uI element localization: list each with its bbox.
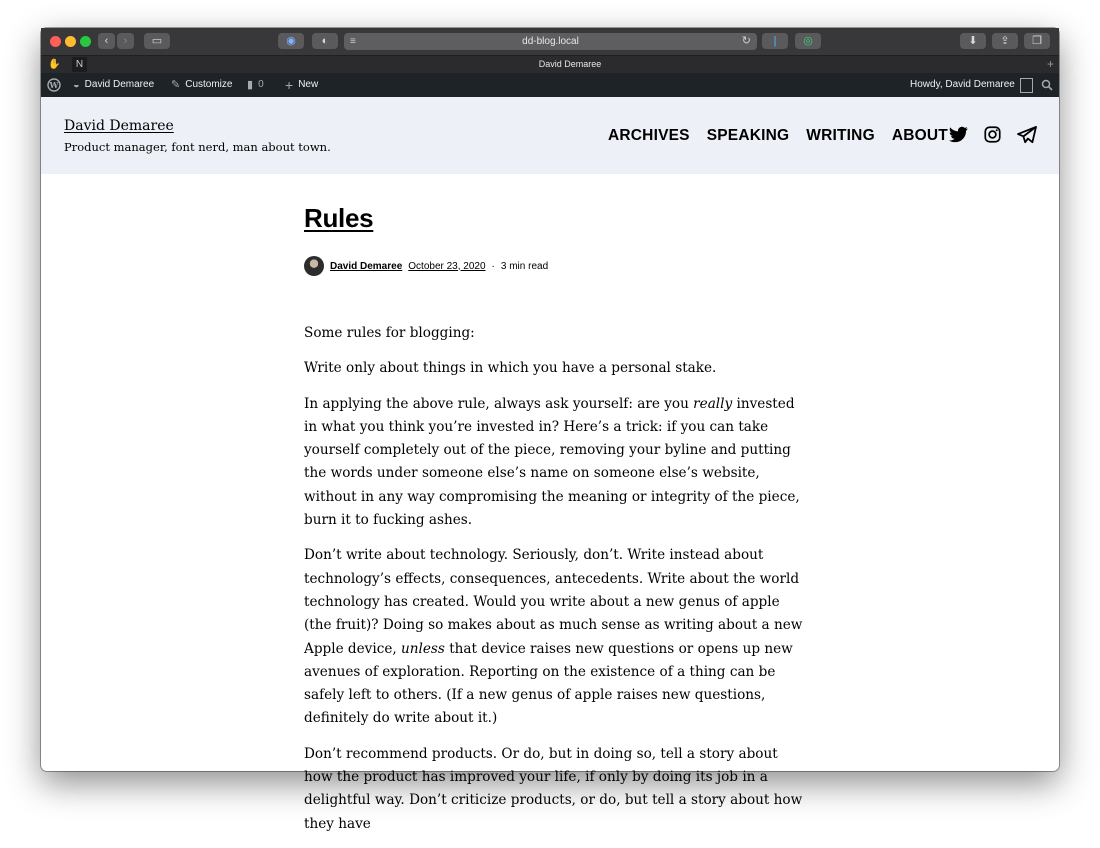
new-content-link[interactable] bbox=[285, 73, 318, 97]
text-run: that device raises new questions or opens up new avenues of exploration. Reporting on the existence of a thing can be safely left to others. (If a new genus of apple raises new questions, definitely do write about it.) bbox=[304, 640, 793, 727]
paragraph: Write only about things in which you have a personal stake. bbox=[304, 360, 717, 377]
forward-button[interactable]: › bbox=[117, 33, 134, 49]
grammar-extension-icon[interactable]: ◎ bbox=[795, 33, 821, 49]
admin-search-icon[interactable] bbox=[1041, 73, 1053, 97]
shield-icon[interactable]: ◐ bbox=[312, 33, 338, 49]
text-run: Don’t write about technology. Seriously, don’t. Write instead about technology’s effects, consequences, antecedents. Write about the world technology has created. Would you write about a new genus of apple (the fruit)? Doing so makes about as much sense as writing about a new Apple device, bbox=[304, 547, 803, 657]
site-title[interactable]: David Demaree bbox=[64, 118, 174, 134]
tabs-overview-icon[interactable]: ❐ bbox=[1024, 33, 1050, 49]
wordpress-logo-icon[interactable] bbox=[47, 73, 61, 97]
read-time: 3 min read bbox=[500, 260, 549, 272]
post-meta bbox=[304, 256, 548, 276]
user-avatar-icon bbox=[1020, 78, 1033, 93]
dashboard-icon: ◒ bbox=[73, 79, 80, 91]
browser-window bbox=[41, 28, 1059, 832]
new-label: New bbox=[298, 79, 319, 90]
browser-toolbar bbox=[41, 28, 1059, 56]
text-run: In applying the above rule, always ask yourself: are you bbox=[304, 395, 694, 412]
downloads-icon[interactable]: ⬇ bbox=[960, 33, 986, 49]
tab-bar bbox=[41, 56, 1059, 73]
address-bar[interactable] bbox=[344, 33, 757, 50]
back-button[interactable]: ‹ bbox=[98, 33, 115, 49]
nav-writing[interactable]: WRITING bbox=[806, 127, 875, 144]
admin-site-name: David Demaree bbox=[84, 79, 155, 90]
emphasis: unless bbox=[401, 640, 445, 657]
post-content bbox=[304, 322, 804, 848]
reader-mode-icon[interactable]: ≡ bbox=[350, 36, 356, 47]
comment-bubble-icon: ▮ bbox=[247, 79, 254, 91]
meta-separator: · bbox=[491, 260, 495, 272]
nav-archives[interactable]: ARCHIVES bbox=[608, 127, 690, 144]
wordpress-icon bbox=[47, 78, 61, 92]
svg-text:W: W bbox=[49, 80, 59, 90]
reload-icon[interactable]: ↻ bbox=[741, 35, 751, 47]
share-icon[interactable]: ⇪ bbox=[992, 33, 1018, 49]
customize-label: Customize bbox=[185, 79, 233, 90]
text-run: invested in what you think you’re invested in? Here’s a trick: if you can take yourself completely out of the piece, removing your byline and putting the words under someone else’s name on someone else’s website, without in any way compromising the meaning or integrity of the piece, burn it to fucking ashes. bbox=[304, 395, 800, 529]
minimize-window-button[interactable] bbox=[65, 36, 76, 47]
telegram-icon bbox=[1017, 126, 1037, 144]
tab-title[interactable]: David Demaree bbox=[538, 59, 602, 69]
close-window-button[interactable] bbox=[50, 36, 61, 47]
howdy-label: Howdy, David Demaree bbox=[910, 79, 1015, 90]
post-date[interactable]: October 23, 2020 bbox=[408, 260, 486, 272]
customize-link[interactable] bbox=[171, 73, 232, 97]
brush-icon: ✎ bbox=[171, 79, 181, 91]
zoom-window-button[interactable] bbox=[80, 36, 91, 47]
instagram-link[interactable] bbox=[984, 126, 1001, 143]
paragraph bbox=[304, 544, 804, 730]
search-icon bbox=[1041, 79, 1053, 91]
nav-about[interactable]: ABOUT bbox=[891, 127, 948, 144]
post-author[interactable]: David Demaree bbox=[330, 260, 403, 272]
author-avatar[interactable] bbox=[304, 256, 324, 276]
pinned-tab-notion-icon[interactable]: N bbox=[72, 57, 87, 72]
site-header bbox=[41, 97, 1059, 174]
password-manager-icon[interactable]: ◉ bbox=[278, 33, 304, 49]
primary-nav bbox=[608, 127, 965, 145]
nav-speaking[interactable]: SPEAKING bbox=[706, 127, 790, 144]
wp-admin-bar bbox=[41, 73, 1059, 97]
admin-site-link[interactable] bbox=[73, 73, 154, 97]
post-title[interactable]: Rules bbox=[304, 203, 374, 233]
site-tagline: Product manager, font nerd, man about town. bbox=[64, 140, 331, 154]
instagram-icon bbox=[984, 126, 1001, 143]
url-text: dd-blog.local bbox=[522, 36, 579, 47]
extension-icon[interactable]: | bbox=[762, 33, 788, 49]
twitter-link[interactable] bbox=[949, 126, 968, 143]
sidebar-toggle-icon[interactable]: ▭ bbox=[144, 33, 170, 49]
paragraph: Don’t recommend products. Or do, but in doing so, tell a story about how the product has improved your life, if only by doing its job in a delightful way. Don’t criticize products, or do, but tell a story about how they have bbox=[304, 745, 803, 832]
new-tab-icon[interactable]: + bbox=[1046, 57, 1054, 71]
paragraph: Some rules for blogging: bbox=[304, 325, 475, 341]
comments-count: 0 bbox=[258, 79, 264, 90]
telegram-link[interactable] bbox=[1017, 126, 1037, 144]
pinned-tab-icon[interactable]: ✋ bbox=[48, 59, 61, 70]
account-menu[interactable] bbox=[910, 73, 1033, 97]
emphasis: really bbox=[693, 395, 733, 412]
twitter-icon bbox=[949, 126, 968, 143]
paragraph bbox=[304, 393, 804, 533]
comments-link[interactable] bbox=[247, 73, 264, 97]
plus-icon: + bbox=[285, 77, 294, 93]
